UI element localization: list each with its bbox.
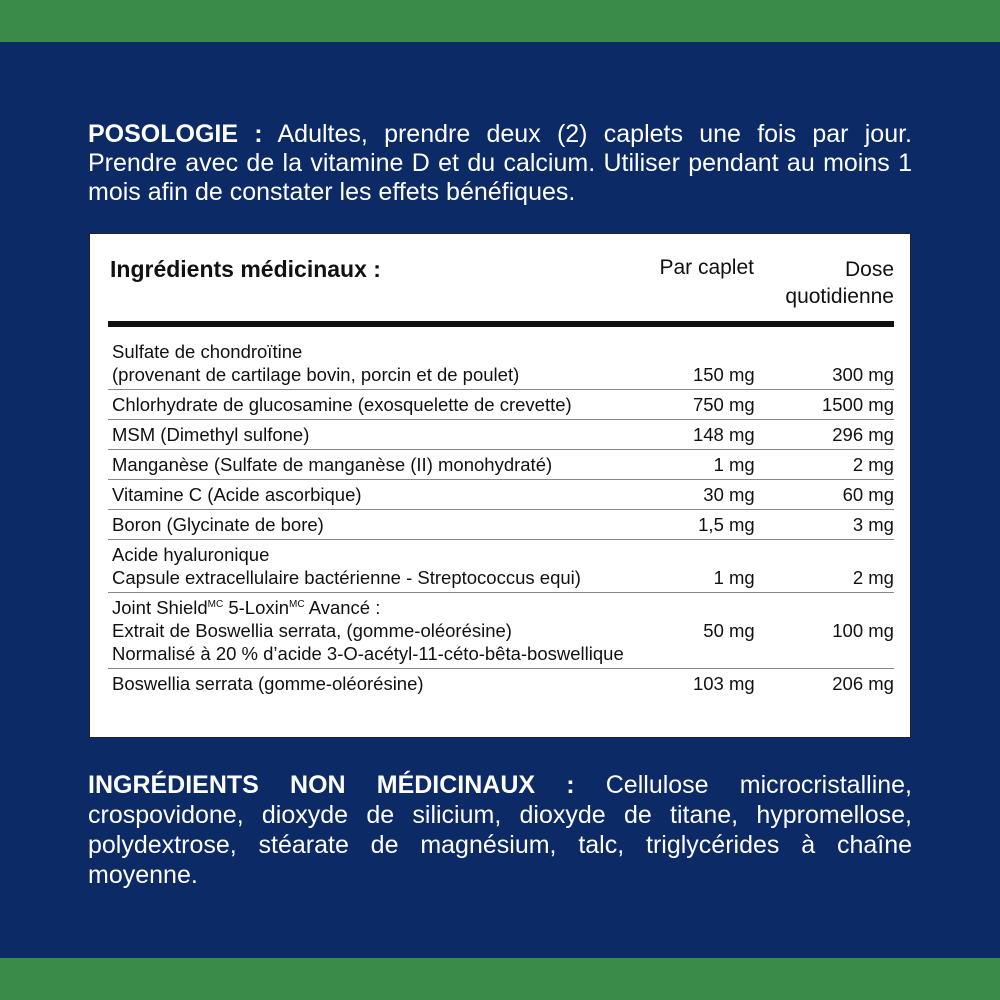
posology-text: Adultes, prendre deux (2) caplets une fois par jour. Prendre avec de la vitamine D et du calcium. Utiliser pendant au moins 1 mois afin de constater les effets bénéfiques. [88, 120, 912, 206]
table-row [108, 420, 894, 450]
column-header-daily-dose [754, 256, 894, 310]
per-caplet-value: 1,5 mg [698, 514, 755, 535]
daily-dose-value: 3 mg [852, 514, 894, 535]
table-row [108, 593, 894, 669]
ingredient-name-line1: Acide hyaluronique [112, 544, 270, 565]
table-row [108, 337, 894, 390]
per-caplet-value: 750 mg [692, 394, 755, 415]
posology-paragraph [88, 120, 912, 207]
brand-5-loxin: 5-Loxin [223, 597, 290, 618]
daily-dose-value: 1500 mg [821, 394, 894, 415]
non-medicinal-label: INGRÉDIENTS NON MÉDICINAUX : [88, 771, 575, 799]
ingredient-name [108, 340, 679, 386]
table-row [108, 480, 894, 510]
daily-dose-value: 2 mg [852, 454, 894, 475]
per-caplet-value: 148 mg [692, 424, 755, 445]
ingredient-name-line3: Normalisé à 20 % d’acide 3-O-acétyl-11-céto-bêta-boswellique [112, 643, 624, 664]
table-row [108, 669, 894, 698]
ingredient-name: Chlorhydrate de glucosamine (exosquelette de crevette) [112, 394, 572, 415]
ingredient-name-line2: Capsule extracellulaire bactérienne - Streptococcus equi) [112, 567, 581, 588]
non-medicinal-paragraph [88, 770, 912, 890]
table-title: Ingrédients médicinaux : [110, 256, 381, 282]
per-caplet-value: 30 mg [703, 484, 755, 505]
daily-dose-value: 2 mg [852, 567, 894, 588]
ingredient-name-line2: Extrait de Boswellia serrata, (gomme-oléorésine) [112, 620, 512, 641]
ingredient-name [108, 596, 679, 665]
brand-suffix: Avancé : [304, 597, 381, 618]
daily-dose-value: 100 mg [832, 620, 894, 641]
ingredient-name: Boron (Glycinate de bore) [112, 514, 324, 535]
medicinal-ingredients-table [89, 233, 911, 738]
per-caplet-value: 1 mg [713, 567, 755, 588]
ingredient-name: Vitamine C (Acide ascorbique) [112, 484, 362, 505]
per-caplet-value: 103 mg [692, 673, 755, 694]
header-divider [108, 321, 894, 327]
ingredient-name: MSM (Dimethyl sulfone) [112, 424, 310, 445]
table-row [108, 540, 894, 593]
top-green-band [0, 0, 1000, 42]
ingredient-name-line2: (provenant de cartilage bovin, porcin et de poulet) [112, 364, 520, 385]
column-header-daily-line1: Dose [844, 258, 894, 281]
table-row [108, 390, 894, 420]
ingredient-name: Manganèse (Sulfate de manganèse (II) monohydraté) [112, 454, 553, 475]
column-header-per-caplet: Par caplet [659, 256, 754, 279]
daily-dose-value: 300 mg [832, 364, 894, 385]
daily-dose-value: 60 mg [842, 484, 894, 505]
table-row [108, 450, 894, 480]
brand-joint-shield: Joint Shield [112, 597, 208, 618]
non-medicinal-text: Cellulose microcristalline, crospovidone, dioxyde de silicium, dioxyde de titane, hypromellose, polydextrose, stéarate de magnésium, talc, triglycérides à chaîne moyenne. [88, 771, 913, 889]
column-header-daily-line2: quotidienne [785, 285, 894, 308]
trademark-mark: MC [289, 598, 305, 610]
ingredient-name: Boswellia serrata (gomme-oléorésine) [112, 673, 424, 694]
bottom-green-band [0, 958, 1000, 1000]
ingredient-name-line1: Sulfate de chondroïtine [112, 341, 303, 362]
daily-dose-value: 296 mg [832, 424, 894, 445]
trademark-mark: MC [207, 598, 224, 610]
posology-label: POSOLOGIE : [88, 120, 263, 148]
per-caplet-value: 50 mg [703, 620, 755, 641]
daily-dose-value: 206 mg [832, 673, 894, 694]
ingredient-name [108, 543, 679, 589]
ingredient-rows [108, 337, 894, 698]
ingredient-name-line1 [112, 596, 679, 619]
per-caplet-value: 150 mg [692, 364, 755, 385]
per-caplet-value: 1 mg [713, 454, 755, 475]
table-row [108, 510, 894, 540]
